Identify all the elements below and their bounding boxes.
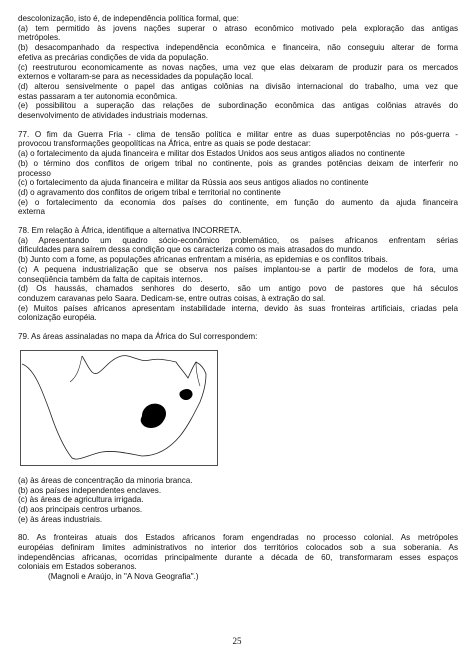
option-d: (d) o agravamento dos conflitos de origem tribal e territorial no continente — [18, 187, 281, 197]
question-79 — [18, 332, 458, 524]
question-78-stem: 78. Em relação à África, identifique a alternativa INCORRETA. — [18, 226, 242, 236]
option-c: (c) às áreas de agricultura irrigada. — [18, 495, 144, 505]
option-c: (c) A pequena industrialização que se observa nos países implantou-se a partir de modelos de fora, uma — [18, 264, 458, 274]
document-page — [18, 14, 458, 582]
question-80-stem: 80. As fronteiras atuais dos Estados africanos foram engendradas no processo colonial. As metrópoles — [18, 533, 458, 543]
border-line — [196, 362, 200, 386]
text-line: coloniais em Estados soberanos. — [18, 562, 137, 572]
option-c: (c) reestruturou economicamente as novas nações, uma vez que elas deixaram de produzir para os mercados — [18, 62, 458, 72]
option-e: (e) possibilitou a superação das relações de subordinação econômica das antigas colônias através do — [18, 101, 458, 111]
text-line: conseqüência também da falta de capitais internos. — [18, 274, 203, 284]
border-line — [70, 356, 82, 382]
option-c: (c) o fortalecimento da ajuda financeira e militar da Rússia aos seus antigos aliados no continente — [18, 178, 369, 188]
text-line: independências africanas, ocorridas principalmente durante a década de 60, transformaram esses espaços — [18, 552, 458, 562]
option-a: (a) o fortalecimento da ajuda financeira e militar dos Estados Unidos aos seus antigos aliados no continente — [18, 149, 405, 159]
option-b: (b) aos países independentes enclaves. — [18, 485, 162, 495]
question-79-stem: 79. As áreas assinaladas no mapa da África do Sul correspondem: — [18, 332, 258, 342]
south-africa-map — [20, 350, 218, 466]
text-line: desenvolvimento de atividades industriais modernas. — [18, 111, 208, 121]
highlighted-area — [179, 389, 192, 400]
option-b: (b) Junto com a fome, as populações africanas enfrentam a miséria, as epidemias e os conflitos tribais. — [18, 255, 388, 265]
option-a: (a) Apresentando um quadro sócio-econômico problemático, os países africanos enfrentam sérias — [18, 235, 458, 245]
option-e: (e) às áreas industriais. — [18, 514, 103, 524]
country-outline — [22, 355, 206, 458]
option-b: (b) o término dos conflitos de origem tribal no continente, pois as grandes potências deixam de interferir no — [18, 158, 458, 168]
text-line: colonização européia. — [18, 313, 97, 323]
text-line: efetiva as precárias condições de vida da população. — [18, 52, 209, 62]
text-line: estas passaram a ter autonomia econômica. — [18, 91, 178, 101]
text-line: processo — [18, 168, 51, 178]
question-80 — [18, 533, 458, 582]
highlighted-area — [141, 403, 166, 427]
south-africa-map-drawing — [20, 350, 218, 466]
page-number: 25 — [232, 636, 242, 646]
text-line: provocou transformações geopolíticas na África, entre as quais se pode destacar: — [18, 139, 311, 149]
question-76-continuation — [18, 14, 458, 121]
question-77-stem: 77. O fim da Guerra Fria - clima de tensão política e militar entre as duas superpotências no pós-guerra - — [18, 129, 458, 139]
question-77 — [18, 130, 458, 217]
option-d: (d) aos principais centros urbanos. — [18, 504, 143, 514]
option-e: (e) o fortalecimento da economia dos países do continente, em função do aumento da ajuda financeira — [18, 197, 458, 207]
citation: (Magnoli e Araújo, in "A Nova Geografia".) — [48, 572, 199, 582]
text-line: dificuldades para saírem dessa condição que os caracteriza como os mais atrasados do mundo. — [18, 245, 364, 255]
text-line: metrópoles. — [18, 33, 61, 43]
text-line: européias definiram limites administrativos no interior dos territórios colocados sob a sua soberania. As — [18, 543, 458, 553]
text-line: externos e voltaram-se para as necessidades da população local. — [18, 72, 254, 82]
option-b: (b) desacompanhado da respectiva independência econômica e financeira, não conseguiu alterar de forma — [18, 43, 458, 53]
option-e: (e) Muitos países africanos apresentam instabilidade interna, devido às suas fronteiras artificiais, criadas pela — [18, 303, 458, 313]
text-line: conduzem caravanas pelo Saara. Dedicam-se, entre outras coisas, à extração do sal. — [18, 293, 326, 303]
text-line: externa — [18, 207, 45, 217]
option-a: (a) às áreas de concentração da minoria branca. — [18, 475, 193, 485]
option-a: (a) tem permitido às jovens nações superar o atraso econômico motivado pela exploração das antigas — [18, 23, 458, 33]
question-78 — [18, 226, 458, 323]
option-d: (d) Os haussás, chamados senhores do deserto, são um antigo povo de pastores que há séculos — [18, 284, 458, 294]
text-line: descolonização, isto é, de independência política formal, que: — [18, 14, 239, 23]
option-d: (d) alterou sensivelmente o papel das antigas colônias na divisão internacional do trabalho, uma vez que — [18, 81, 458, 91]
